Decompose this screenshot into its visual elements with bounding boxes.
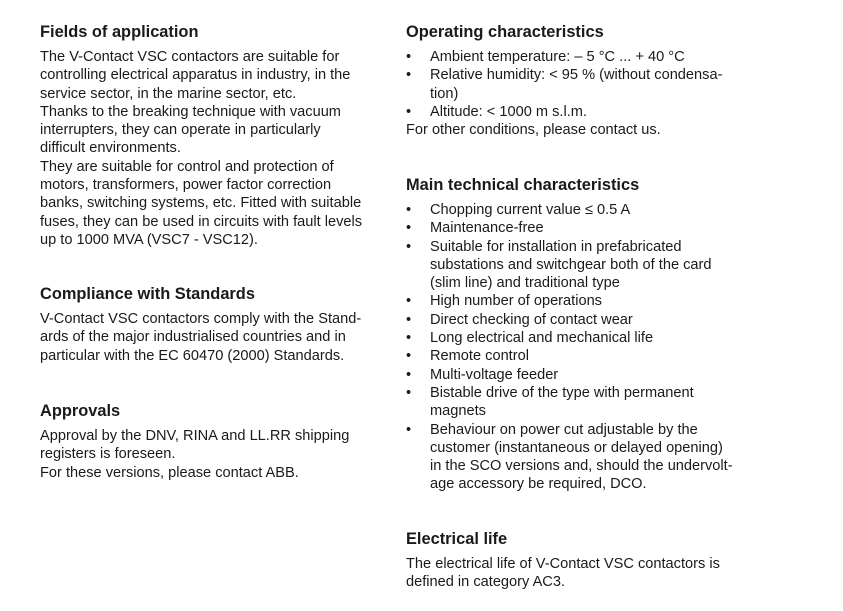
list-item-text: Direct checking of contact wear	[430, 311, 633, 328]
list-item	[406, 311, 806, 329]
operating-list	[406, 48, 806, 121]
bullet-icon: •	[406, 348, 412, 365]
list-item-text: Bistable drive of the type with permanent magnets	[430, 384, 694, 420]
list-item-text: Altitude: < 1000 m s.l.m.	[430, 103, 587, 120]
list-item	[406, 238, 806, 293]
bullet-icon: •	[406, 366, 412, 383]
bullet-icon: •	[406, 103, 412, 120]
technical-list	[406, 201, 806, 494]
main-technical-section	[406, 175, 806, 494]
bullet-icon: •	[406, 49, 412, 65]
section-title: Approvals	[40, 402, 121, 420]
list-item-text: Relative humidity: < 95 % (without condensa- tion)	[430, 67, 723, 102]
electrical-life-section	[406, 529, 806, 592]
bullet-icon: •	[406, 220, 412, 237]
section-body: Approval by the DNV, RINA and LL.RR shipping registers is foreseen. For these versions, please contact ABB.	[40, 428, 350, 481]
section-footer: For other conditions, please contact us.	[406, 122, 661, 139]
list-item	[406, 384, 806, 421]
section-body: V-Contact VSC contactors comply with the Stand- ards of the major industrialised countries and in particular with the EC 60470 (2000) Standards.	[40, 311, 362, 364]
compliance-section	[40, 284, 385, 365]
operating-characteristics-section	[406, 22, 806, 139]
list-item	[406, 219, 806, 237]
list-item-text: Behaviour on power cut adjustable by the customer (instantaneous or delayed opening) in the SCO versions and, should the undervolt- age accessory be required, DCO.	[430, 421, 733, 493]
section-body: The electrical life of V-Contact VSC contactors is defined in category AC3.	[406, 556, 720, 591]
list-item-text: Long electrical and mechanical life	[430, 330, 654, 347]
list-item	[406, 66, 806, 103]
list-item	[406, 329, 806, 347]
section-title: Fields of application	[40, 23, 199, 41]
bullet-icon: •	[406, 330, 412, 347]
bullet-icon: •	[406, 67, 412, 84]
approvals-section	[40, 401, 385, 482]
list-item	[406, 347, 806, 365]
list-item	[406, 366, 806, 384]
list-item-text: Remote control	[430, 348, 529, 365]
list-item	[406, 292, 806, 310]
list-item-text: High number of operations	[430, 293, 602, 310]
section-body: The V-Contact VSC contactors are suitable for controlling electrical apparatus in industry, in the service sector, in the marine sector, etc. Thanks to the breaking technique with vacuum interrupters, they can operate in particularly difficult environments. They are suitable for control and protection of motors, transformers, power factor correction banks, switching systems, etc. Fitted with suitable fuses, they can be used in circuits with fault levels up to 1000 MVA (VSC7 - VSC12).	[40, 49, 363, 248]
list-item	[406, 103, 806, 121]
bullet-icon: •	[406, 384, 412, 401]
bullet-icon: •	[406, 202, 412, 218]
section-title: Compliance with Standards	[40, 285, 255, 303]
list-item	[406, 421, 806, 494]
bullet-icon: •	[406, 293, 412, 310]
section-title: Main technical characteristics	[406, 176, 640, 194]
list-item	[406, 48, 806, 66]
list-item-text: Suitable for installation in prefabricated substations and switchgear both of the card (slim line) and traditional type	[430, 238, 712, 292]
list-item-text: Multi-voltage feeder	[430, 366, 559, 383]
list-item-text: Ambient temperature: – 5 °C ... + 40 °C	[430, 49, 685, 65]
bullet-icon: •	[406, 238, 412, 255]
list-item	[406, 201, 806, 219]
section-title: Electrical life	[406, 530, 508, 548]
section-title: Operating characteristics	[406, 23, 604, 41]
bullet-icon: •	[406, 311, 412, 328]
list-item-text: Maintenance-free	[430, 220, 544, 237]
fields-of-application-section	[40, 22, 385, 249]
bullet-icon: •	[406, 421, 412, 438]
list-item-text: Chopping current value ≤ 0.5 A	[430, 202, 631, 218]
